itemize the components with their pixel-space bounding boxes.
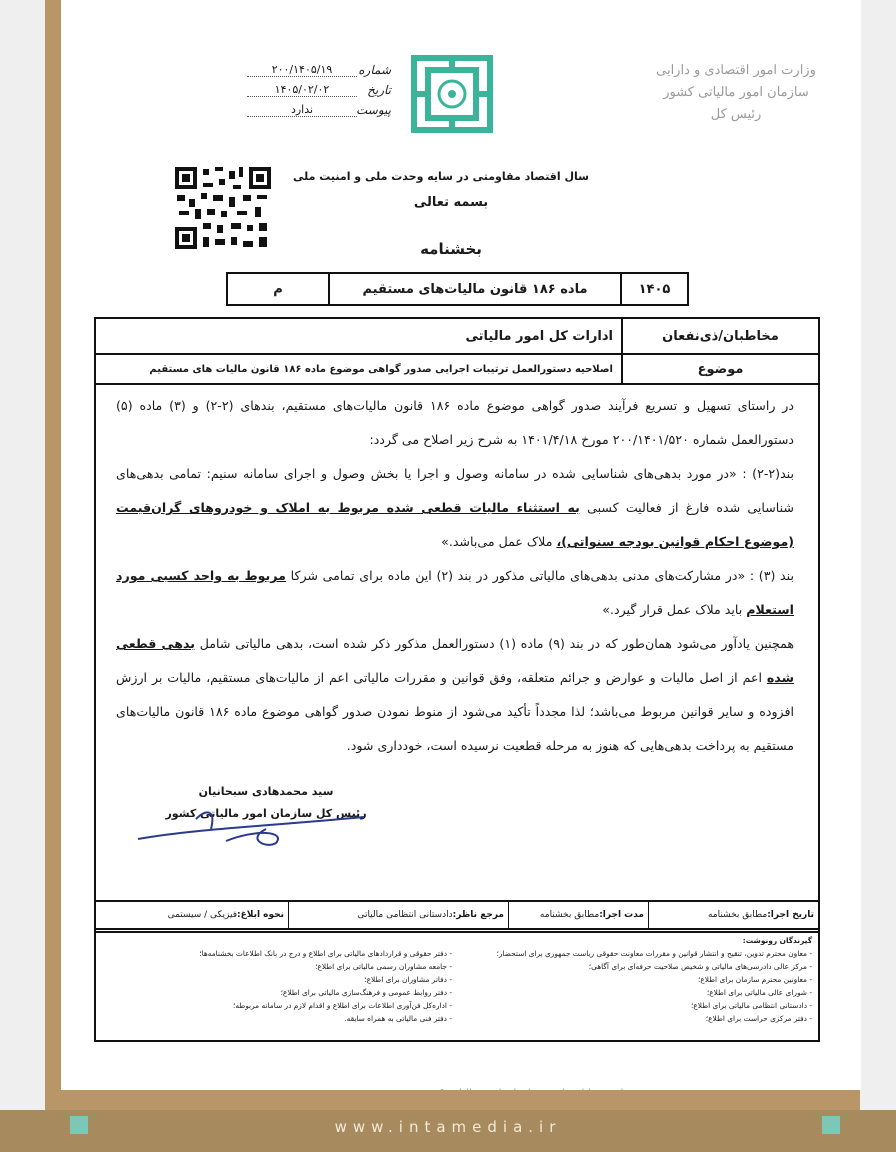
recipients-row: [96, 319, 818, 355]
cc-item: - معاون محترم تدوین، تنقیح و انتشار قوانین و مقررات معاونت حقوقی ریاست جمهوری برای استحضار؛: [496, 949, 812, 958]
duration-cell: [508, 902, 648, 928]
notification-method-cell: [96, 902, 288, 928]
cc-item: - دادستانی انتظامی مالیاتی برای اطلاع؛: [691, 1001, 812, 1010]
recipients-label: مخاطبان/ذی‌نفعان: [621, 319, 818, 353]
supervisor-label: مرجع ناظر:: [452, 910, 504, 920]
clause-3-end: باید ملاک عمل قرار گیرد.»: [602, 602, 743, 617]
date-row: [171, 80, 391, 100]
recipients-value: ادارات کل امور مالیاتی: [465, 328, 613, 344]
number-value: ۲۰۰/۱۴۰۵/۱۹: [247, 63, 357, 77]
cc-recipients: [96, 932, 818, 1038]
qr-code: [173, 165, 273, 251]
body-paragraph-3: [116, 559, 794, 627]
attachment-label: پیوست: [356, 103, 391, 117]
tax-organization-logo: [406, 50, 498, 138]
attachment-row: [171, 100, 391, 120]
reminder-emphasis: بدهی قطعی شده: [116, 636, 794, 685]
site-url: www.intamedia.ir: [334, 1118, 562, 1136]
handwritten-signature: [136, 799, 366, 849]
circular-subject: ماده ۱۸۶ قانون مالیات‌های مستقیم: [328, 274, 620, 304]
letter-meta: [171, 60, 391, 120]
subject-label: موضوع: [621, 355, 818, 383]
signer-title: رئیس کل سازمان امور مالیاتی کشور: [165, 807, 367, 820]
cc-item: - شورای عالی مالیاتی برای اطلاع؛: [706, 988, 812, 997]
date-value: ۱۴۰۵/۰۲/۰۲: [247, 83, 357, 97]
reminder-text: همچنین یادآور می‌شود همان‌طور که در بند (۹) ماده (۱) دستورالعمل مذکور ذکر شده است، بدهی مالیاتی شامل: [199, 636, 795, 651]
cc-item: - اداره‌کل فن‌آوری اطلاعات برای اطلاع و اقدام لازم در سامانه مربوطه؛: [233, 1001, 452, 1010]
notification-method-label: نحوه ابلاغ:: [237, 910, 284, 920]
bismillah: بسمه تعالی: [413, 195, 489, 210]
cc-recipients-right: [452, 934, 812, 1025]
number-row: [171, 60, 391, 80]
circular-footer-box: [94, 900, 820, 1042]
cc-recipients-left: [102, 947, 452, 1025]
clause-3-text: بند (۳) : «در مشارکت‌های مدنی بدهی‌های مالیاتی مذکور در بند (۲) این ماده برای تمامی شرکا: [290, 568, 794, 583]
signer-name: سید محمدهادی سبحانیان: [198, 785, 334, 798]
exec-date-cell: [648, 902, 818, 928]
body-paragraph-4: [116, 627, 794, 763]
cc-item: - معاونین محترم سازمان برای اطلاع؛: [697, 975, 812, 984]
year-slogan: سال اقتصاد مقاومتی در سایه وحدت ملی و امنیت ملی: [293, 170, 589, 183]
supervisor-value: دادستانی انتظامی مالیاتی: [357, 910, 453, 920]
duration-label: مدت اجرا:: [599, 910, 644, 920]
cc-item: - مرکز عالی دادرسی‌های مالیاتی و شخیص صلاحیت حرفه‌ای برای آگاهی؛: [588, 962, 812, 971]
cc-title: گیرندگان رونوشت:: [742, 936, 812, 945]
cc-item: - دفتر حقوقی و قراردادهای مالیاتی برای اطلاع و درج در بانک اطلاعات بخشنامه‌ها؛: [199, 949, 452, 958]
ministry-line-3: رئیس کل: [710, 107, 762, 122]
cc-item: - دفاتر مشاوران برای اطلاع؛: [364, 975, 452, 984]
document-page: [61, 0, 861, 1090]
circular-body: [116, 389, 794, 763]
circular-main-box: [94, 317, 820, 933]
date-label: تاریخ: [367, 83, 391, 97]
clause-2-2-text: بند(۲-۲) : «در مورد بدهی‌های شناسایی شده در سامانه وصول و اجرا یا بخش وصول و اجرای سامانه سنیم: تمامی بدهی‌های شناسایی شده فارغ از فعالیت کسبی: [116, 466, 794, 515]
clause-2-2-exception: به استثناء مالیات قطعی شده مربوط به املاک و خودروهای گران‌قیمت (موضوع احکام قوانین بودجه سنواتی)،: [116, 500, 794, 549]
frame-left-border: [45, 0, 61, 1110]
circular-year: ۱۴۰۵: [620, 274, 687, 304]
supervisor-cell: [288, 902, 508, 928]
ministry-line-2: سازمان امور مالیاتی کشور: [663, 85, 809, 100]
cc-item: - دفتر مرکزی حراست برای اطلاع؛: [705, 1014, 812, 1023]
cc-item: - جامعه مشاوران رسمی مالیاتی برای اطلاع؛: [315, 962, 452, 971]
attachment-value: ندارد: [247, 103, 357, 117]
circular-code: م: [273, 281, 283, 297]
cc-item: - دفتر روابط عمومی و فرهنگ‌سازی مالیاتی برای اطلاع؛: [280, 988, 452, 997]
duration-value: مطابق بخشنامه: [539, 910, 600, 920]
clause-3-emphasis: مربوط به واحد کسبی مورد استعلام: [116, 568, 794, 617]
clause-2-2-end: ملاک عمل می‌باشد.»: [441, 534, 553, 549]
document-type-title: بخشنامه: [420, 240, 482, 258]
reminder-end: اعم از اصل مالیات و عوارض و جرائم متعلقه، وفق قوانین و مقررات مالیاتی اعم از مالیات‌های مستقیم، مالیات بر ارزش افزوده و سایر قوانین مربوط می‌باشد؛ لذا مجدداً تأکید می‌شود از منوط نمودن صدور گواهی موضوع ماده ۱۸۶ قانون مالیات‌های مستقیم به پرداخت بدهی‌هایی که هنوز به مرحله قطعیت نرسیده است، خودداری شود.: [116, 670, 794, 753]
body-paragraph-2: [116, 457, 794, 559]
body-paragraph-1: در راستای تسهیل و تسریع فرآیند صدور گواهی موضوع ماده ۱۸۶ قانون مالیات‌های مستقیم، بندهای (۲-۲) و (۳) ماده (۵) دستورالعمل شماره ۲۰۰/۱۴۰۱/۵۲۰ مورخ ۱۴۰۱/۴/۱۸ به شرح زیر اصلاح می گردد:: [116, 398, 794, 447]
exec-date-value: مطابق بخشنامه: [707, 910, 768, 920]
execution-info-row: [96, 902, 818, 930]
ministry-line-1: وزارت امور اقتصادی و دارایی: [656, 63, 816, 78]
number-label: شماره: [358, 63, 391, 77]
circular-title-row: [226, 272, 689, 306]
subject-value: اصلاحیه دستورالعمل ترتیبات اجرایی صدور گواهی موضوع ماده ۱۸۶ قانون مالیات های مستقیم: [149, 363, 613, 375]
exec-date-label: تاریخ اجرا:: [767, 910, 814, 920]
frame-bottom-border: [45, 1090, 860, 1110]
cc-item: - دفتر فنی مالیاتی به همراه سابقه.: [344, 1014, 452, 1023]
subject-row: [96, 355, 818, 385]
ministry-letterhead: [651, 60, 821, 126]
notification-method-value: فیزیکی / سیستمی: [167, 910, 237, 920]
